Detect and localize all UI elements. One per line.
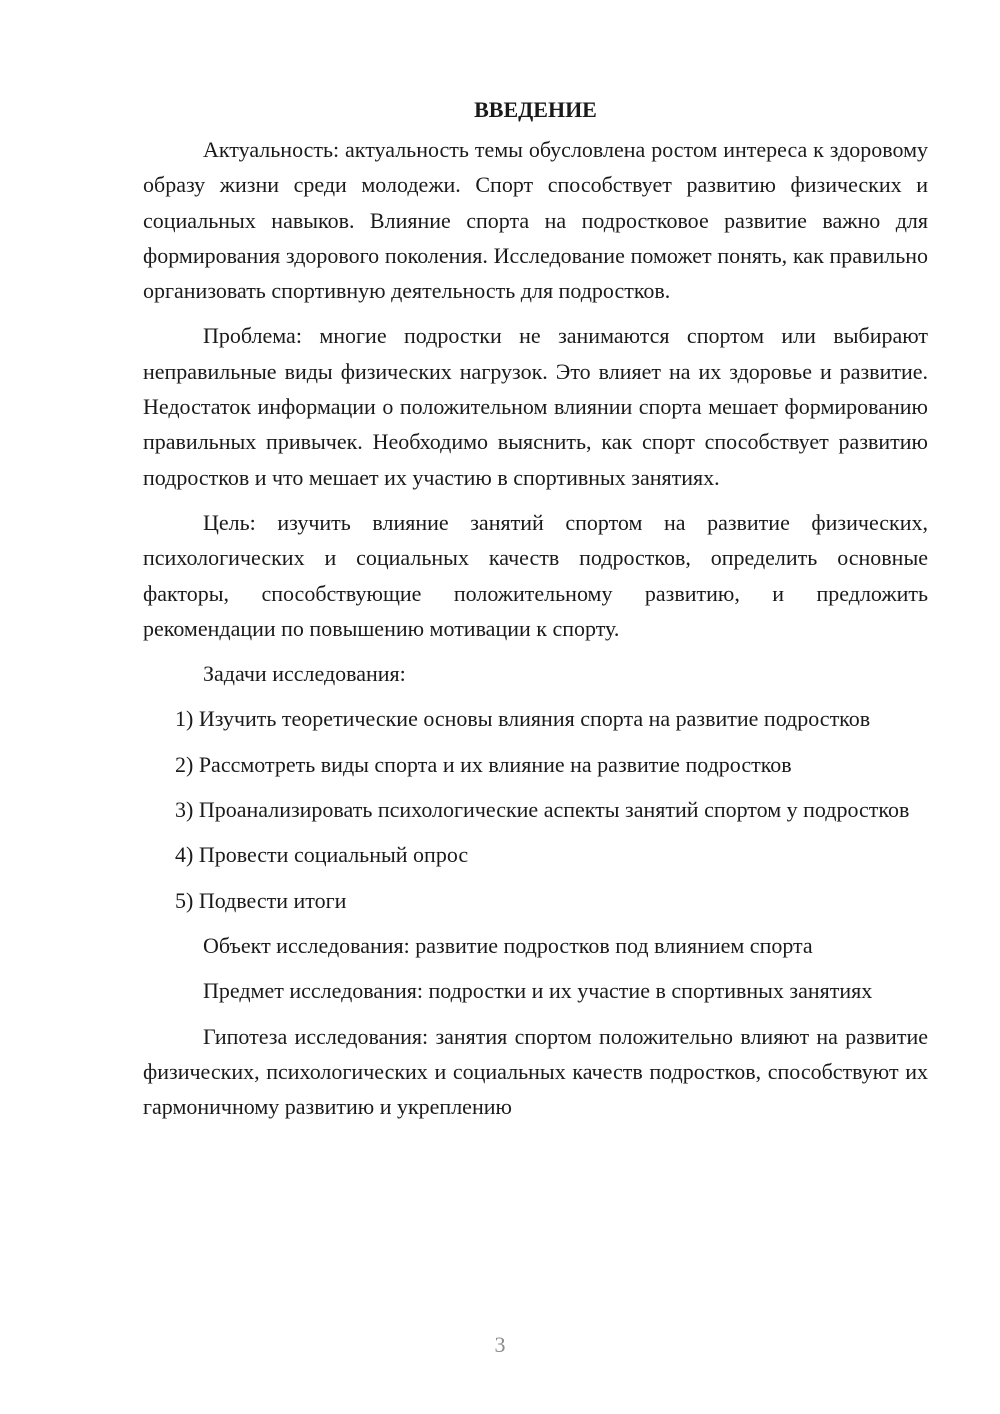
goal-paragraph: Цель: изучить влияние занятий спортом на развитие физических, психологических и социальных качеств подростков, определить основные факторы, способствующие положительному развитию, и предложить рекомендации по повышению мотивации к спорту. (143, 509, 928, 641)
task-item: 5) Подвести итоги (175, 887, 347, 913)
page-number: 3 (494, 1332, 506, 1357)
task-item: 4) Провести социальный опрос (175, 842, 469, 868)
subject-paragraph: Предмет исследования: подростки и их участие в спортивных занятиях (203, 978, 873, 1004)
document-page (143, 90, 928, 1134)
task-item: 3) Проанализировать психологические аспекты занятий спортом у подростков (175, 797, 910, 823)
section-heading: ВВЕДЕНИЕ (474, 97, 597, 122)
object-paragraph: Объект исследования: развитие подростков под влиянием спорта (203, 932, 813, 958)
task-item: 1) Изучить теоретические основы влияния спорта на развитие подростков (175, 706, 871, 732)
tasks-list (143, 701, 928, 917)
relevance-paragraph: Актуальность: актуальность темы обусловлена ростом интереса к здоровому образу жизни среди молодежи. Спорт способствует развитию физических и социальных навыков. Влияние спорта на подростковое развитие важно для формирования здорового поколения. Исследование поможет понять, как правильно организовать спортивную деятельность для подростков. (143, 137, 928, 304)
tasks-label: Задачи исследования: (203, 661, 406, 687)
hypothesis-paragraph: Гипотеза исследования: занятия спортом положительно влияют на развитие физических, психологических и социальных качеств подростков, способствуют их гармоничному развитию и укреплению (143, 1023, 928, 1120)
problem-paragraph: Проблема: многие подростки не занимаются спортом или выбирают неправильные виды физических нагрузок. Это влияет на их здоровье и развитие. Недостаток информации о положительном влиянии спорта мешает формированию правильных привычек. Необходимо выяснить, как спорт способствует развитию подростков и что мешает их участию в спортивных занятиях. (143, 323, 928, 490)
task-item: 2) Рассмотреть виды спорта и их влияние на развитие подростков (175, 751, 792, 777)
